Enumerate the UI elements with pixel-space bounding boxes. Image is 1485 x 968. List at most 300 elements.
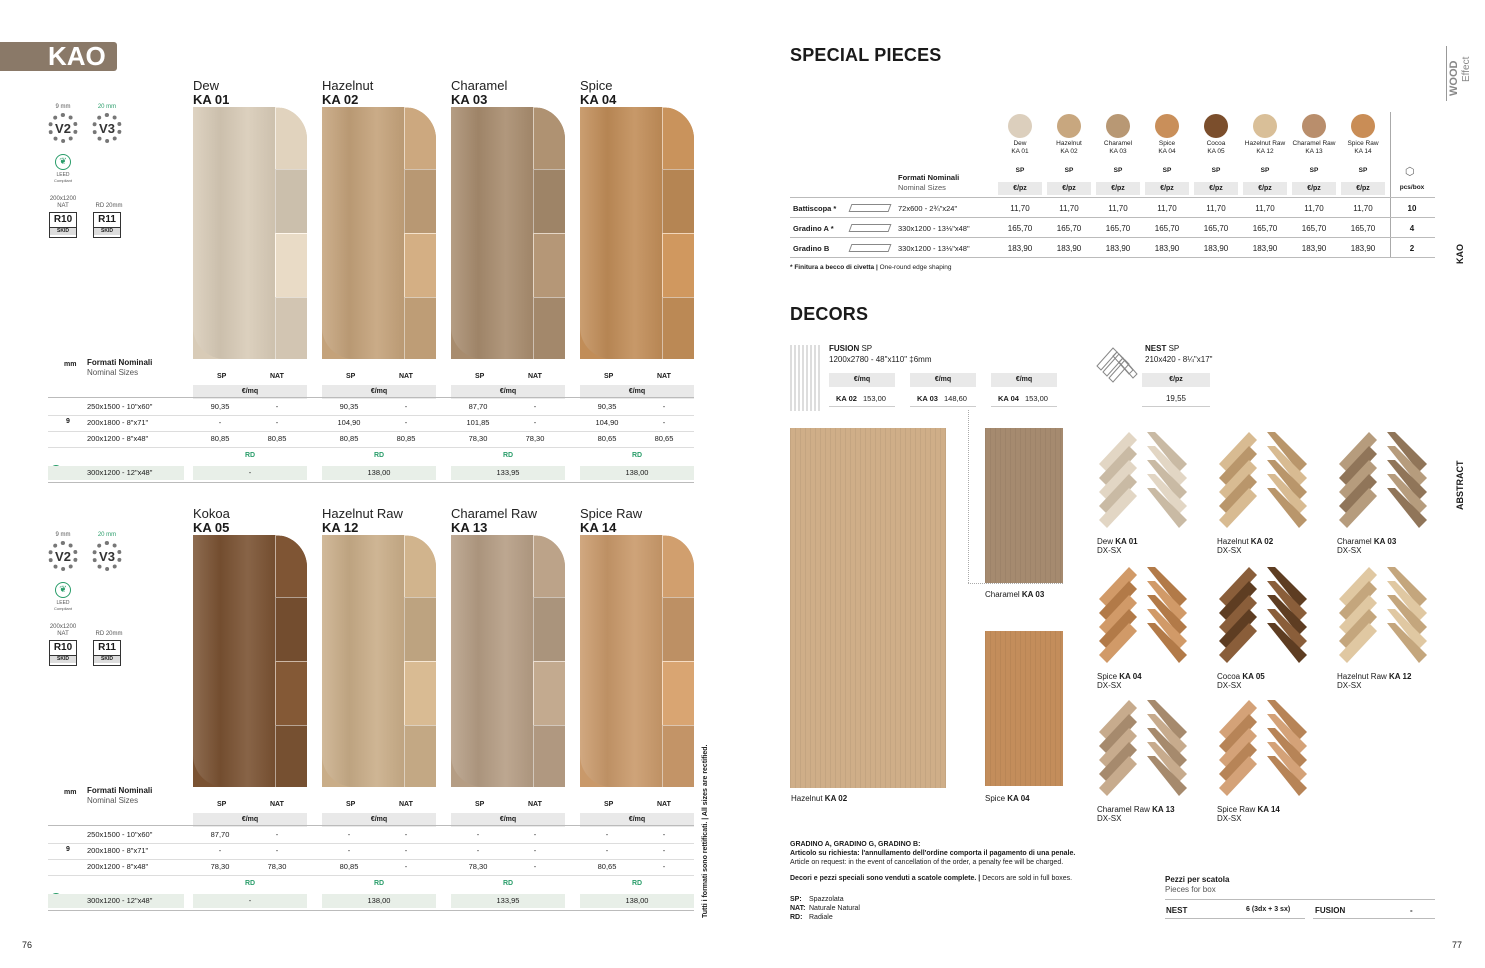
nest-item-sub: DX-SX [1217,546,1242,555]
color-name: Spice Raw [1347,140,1379,147]
product-swatch [580,107,694,359]
legend-value: Spazzolata [809,896,844,903]
swatch-plank [275,597,307,661]
swatch-main-plank [451,107,533,359]
formats-sub: Nominal Sizes [87,796,139,805]
nest-label [1217,805,1280,814]
pieces-label: Pezzi per scatola [1165,875,1230,884]
rd-header: RD [503,452,514,459]
price-sp: 90,35 [597,402,617,411]
unit-band: €/pz [1243,182,1287,195]
swatch-plank [533,233,565,297]
price-sp: - [476,846,480,855]
special-price: 183,90 [1154,244,1180,253]
price-nat: - [662,846,666,855]
size-label: 200x1200 - 8"x48" [87,862,149,871]
nest-item-name: Dew [1097,537,1116,546]
special-pieces-title: SPECIAL PIECES [790,45,942,65]
nest-name: NEST [1145,344,1167,353]
sp-header: SP [604,373,614,380]
thickness-9: 9 [66,846,70,853]
product-name: Kokoa [193,506,230,521]
size-label: 250x1500 - 10"x60" [87,830,153,839]
nest-outline-icon [1095,344,1139,390]
swatch-plank [533,597,565,661]
nest-heading [1145,344,1179,353]
product-code: KA 03 [451,92,488,107]
price-nat: - [404,862,408,871]
price-sp: 80,85 [210,434,230,443]
nest-size: 210x420 - 8¼"x17" [1145,355,1213,364]
fusion-sp: SP [859,344,873,353]
r10-badge [49,640,77,666]
side-tab-effect: Effect [1461,56,1472,82]
fusion-code: KA 03 [917,394,938,403]
nat-header: NAT [270,801,284,808]
sp-header: SP [475,373,485,380]
color-name: Cocoa [1206,140,1226,147]
nat-header: NAT [528,801,542,808]
price-sp: 104,90 [337,418,361,427]
sp-formats-label: Formati Nominali [898,173,960,182]
leed-sub: Compliant [53,606,72,611]
swatch-plank [275,233,307,297]
page-number-right: 77 [1452,940,1463,950]
color-code: KA 01 [1011,148,1029,155]
legend-value: Naturale Natural [809,905,860,912]
nest-item-name: Charamel [1337,537,1374,546]
special-price: 11,70 [1304,204,1324,213]
v3-label: V3 [99,120,115,136]
legend-key: SP: [790,896,802,903]
v3-mm: 20 mm [97,104,117,110]
nat-header: NAT [528,373,542,380]
color-chip [1204,114,1228,138]
table-rule-bottom [48,910,694,911]
product-code: KA 05 [193,520,230,535]
price-rd: 133,95 [451,466,565,480]
pieces-sub: Pieces for box [1165,885,1216,894]
price-nat: - [662,418,666,427]
fusion-price: 153,00 [863,394,886,403]
price-nat: - [404,846,408,855]
special-price: 11,70 [1010,204,1030,213]
color-name: Dew [1013,140,1027,147]
price-sp: 80,65 [597,434,617,443]
price-nat: 80,85 [267,434,287,443]
panel-name: Spice [985,794,1008,803]
sp-formats-sub: Nominal Sizes [898,183,946,192]
mm-icon: mm [64,361,77,368]
price-nat: - [533,846,537,855]
fusion-rule [829,406,895,407]
unit-band: €/pz [998,182,1042,195]
swatch-plank [404,233,436,297]
special-row-name: Battiscopa * [793,204,837,213]
price-sp: 90,35 [339,402,359,411]
product-name: Spice [580,78,613,93]
fusion-panel-label [985,590,1044,599]
special-price: 183,90 [1301,244,1327,253]
price-sp: - [347,846,351,855]
nest-label [1337,672,1411,681]
rd-header: RD [374,452,385,459]
color-name: Spice [1158,140,1176,147]
special-row-size: 330x1200 - 13⅛"x48" [898,224,970,233]
v2-icon [48,113,78,143]
sp-label: SP [1211,167,1221,174]
unit-band: €/pz [1292,182,1336,195]
price-sp: 104,90 [595,418,619,427]
fusion-unit: €/mq [910,373,976,387]
product-name: Hazelnut [322,78,374,93]
price-rd: 133,95 [451,894,565,908]
table-row-rule [48,859,694,860]
price-rd: 138,00 [580,466,694,480]
swatch-plank [404,169,436,233]
r11-badge [93,640,121,666]
swatch-plank [533,169,565,233]
panel-name: Charamel [985,590,1022,599]
special-row-rule [790,217,1435,218]
page-number-left: 76 [22,940,33,950]
r11-top: RD 20mm [95,631,123,637]
legend-key: NAT: [790,905,806,912]
nest-item-code: KA 13 [1152,805,1175,814]
nest-chevron-swatch [1097,430,1189,538]
product-code: KA 04 [580,92,617,107]
panel-code: KA 04 [1007,794,1030,803]
color-code: KA 14 [1354,148,1372,155]
color-name: Charamel Raw [1292,140,1336,147]
special-price: 183,90 [1350,244,1376,253]
nat-header: NAT [399,801,413,808]
unit-band: €/pz [1341,182,1385,195]
nest-chevron-swatch [1097,565,1189,673]
v3-mm: 20 mm [97,532,117,538]
nest-price-rule [1142,406,1210,407]
sp-label: SP [1162,167,1172,174]
swatch-plank [662,725,694,787]
price-nat: - [404,830,408,839]
special-row-rule [790,237,1435,238]
v3-label: V3 [99,548,115,564]
decor-box-note [790,874,1072,883]
leed-label: LEED [56,600,70,606]
nest-item-sub: DX-SX [1097,546,1122,555]
swatch-plank [404,297,436,359]
special-row-size: 330x1200 - 13⅛"x48" [898,244,970,253]
sp-header: SP [604,801,614,808]
table-row-rule [48,843,694,844]
nest-sp: SP [1166,344,1180,353]
special-footnote [790,264,952,271]
color-chip [1253,114,1277,138]
table-row-rule [48,431,694,432]
nest-item-code: KA 01 [1115,537,1138,546]
fusion-heading [829,344,872,353]
nest-chevron-swatch [1097,698,1189,806]
r11-label: R11 [98,642,116,653]
sp-label: SP [1309,167,1319,174]
special-row-pcs: 10 [1407,204,1417,213]
price-nat: - [275,846,279,855]
swatch-plank [533,725,565,787]
special-price: 11,70 [1353,204,1373,213]
pieces-fusion: FUSION [1315,906,1346,915]
v2-label: V2 [55,548,71,564]
price-sp: 78,30 [468,434,488,443]
size-label: 200x1800 - 8"x71" [87,418,149,427]
nest-item-code: KA 14 [1257,805,1280,814]
brand-tab: KAO [0,42,117,71]
unit-band: €/pz [1194,182,1238,195]
table-row-rule [48,415,694,416]
nest-item-code: KA 02 [1250,537,1274,546]
v3-icon [92,541,122,571]
swatch-plank [662,169,694,233]
decors-title: DECORS [790,304,869,324]
v2-icon [48,541,78,571]
nest-item-sub: DX-SX [1097,814,1122,823]
price-nat: 80,85 [396,434,416,443]
special-price: 11,70 [1059,204,1079,213]
price-sp: - [605,846,609,855]
nest-label [1097,537,1138,546]
nat-header: NAT [399,373,413,380]
panel-code: KA 02 [824,794,848,803]
footnote-text: One-round edge shaping [877,264,952,271]
price-sp: 101,85 [466,418,490,427]
color-code: KA 12 [1256,148,1274,155]
r10-top: 200x1200 [49,624,77,630]
price-sp: 78,30 [468,862,488,871]
price-sp: - [605,830,609,839]
fusion-panel-label [985,794,1030,803]
nest-item-sub: DX-SX [1217,814,1242,823]
special-price: 165,70 [1056,224,1082,233]
rd-size-label: 300x1200 - 12"x48" [48,894,184,908]
nest-item-sub: DX-SX [1337,681,1362,690]
price-sp: 80,65 [597,862,617,871]
swatch-main-plank [451,535,533,787]
swatch-main-plank [580,535,662,787]
swatch-plank [404,535,436,597]
leed-sub: Compliant [53,178,72,183]
nest-label [1097,672,1142,681]
sp-header: SP [346,373,356,380]
sp-header: SP [475,801,485,808]
sp-label: SP [1260,167,1270,174]
price-nat: - [275,830,279,839]
color-name: Hazelnut [1056,140,1082,147]
special-row-rule [790,197,1435,198]
swatch-plank [275,725,307,787]
swatch-plank [275,297,307,359]
swatch-plank [533,107,565,169]
price-nat: - [533,830,537,839]
price-nat: - [275,402,279,411]
swatch-main-plank [193,107,275,359]
pcs-box-label: pcs/box [1399,184,1425,191]
nat-header: NAT [657,801,671,808]
nest-item-sub: DX-SX [1097,681,1122,690]
size-label: 200x1200 - 8"x48" [87,434,149,443]
nest-item-code: KA 03 [1373,537,1397,546]
nest-chevron-swatch [1217,698,1309,806]
leed-icon: ❦ [55,582,71,598]
color-chip [1155,114,1179,138]
price-sp: 90,35 [210,402,230,411]
fusion-unit: €/mq [829,373,895,387]
special-price: 165,70 [1007,224,1033,233]
nat-header: NAT [270,373,284,380]
sp-label: SP [1113,167,1123,174]
side-tab-abstract: ABSTRACT [1455,460,1465,510]
product-swatch [193,535,307,787]
price-rd: 138,00 [322,894,436,908]
special-row-name: Gradino B [793,244,830,253]
swatch-plank [662,107,694,169]
r11-sub: SKID [94,227,120,235]
swatch-main-plank [580,107,662,359]
table-row-rule [48,447,694,448]
swatch-plank [533,297,565,359]
special-price: 11,70 [1255,204,1275,213]
v2-mm: 9 mm [55,104,71,110]
price-unit-band: €/mq [193,813,307,827]
special-row-name: Gradino A * [793,224,834,233]
product-code: KA 01 [193,92,230,107]
notes-en: Article on request: in the event of cancellation of the order, a penalty fee will be charged. [790,859,1064,866]
price-sp: 80,85 [339,862,359,871]
product-name: Dew [193,78,220,93]
sp-header: SP [217,801,227,808]
product-code: KA 02 [322,92,359,107]
formats-sub: Nominal Sizes [87,368,139,377]
price-sp: 87,70 [210,830,230,839]
fusion-price: 148,60 [944,394,967,403]
table-rule-bottom [48,482,694,483]
special-price: 183,90 [1105,244,1131,253]
price-sp: 80,85 [339,434,359,443]
footnote-bold: * Finitura a becco di civetta | [790,264,878,271]
table-row-rule [48,875,694,876]
spec-icons-bottom [48,532,128,672]
fusion-price: 153,00 [1025,394,1048,403]
nest-item-sub: DX-SX [1217,681,1242,690]
table-rule-top [48,397,694,398]
nest-item-sub: DX-SX [1337,546,1362,555]
price-sp: - [218,418,222,427]
fusion-panel [985,631,1063,786]
r11-sub: SKID [94,655,120,663]
price-nat: - [404,402,408,411]
swatch-plank [404,725,436,787]
product-swatch [451,535,565,787]
special-price: 165,70 [1105,224,1131,233]
pieces-fusion-value: - [1410,906,1413,915]
color-chip [1008,114,1032,138]
price-unit-band: €/mq [580,385,694,399]
nest-price: 19,55 [1165,394,1187,403]
price-nat: - [662,830,666,839]
color-code: KA 05 [1207,148,1225,155]
r10-badge [49,212,77,238]
price-unit-band: €/mq [322,385,436,399]
special-price: 165,70 [1350,224,1376,233]
nest-item-code: KA 12 [1389,672,1412,681]
size-label: 250x1500 - 10"x60" [87,402,153,411]
rd-header: RD [245,452,256,459]
panel-name: Hazelnut [791,794,825,803]
r10-label: R10 [53,214,73,225]
swatch-main-plank [322,107,404,359]
swatch-plank [662,535,694,597]
pieces-nest: NEST [1166,906,1188,915]
price-sp: - [347,830,351,839]
r11-top: RD 20mm [95,203,123,209]
product-swatch [322,107,436,359]
piece-shape-icon [849,204,892,212]
swatch-plank [662,297,694,359]
legend-value: Radiale [809,914,833,921]
mm-icon: mm [64,789,77,796]
price-unit-band: €/mq [451,385,565,399]
special-price: 165,70 [1203,224,1229,233]
price-nat: - [404,418,408,427]
fusion-thumbnail [790,345,820,411]
color-name: Charamel [1103,140,1133,147]
price-unit-band: €/mq [322,813,436,827]
notes-it: Articolo su richiesta: l'annullamento dell'ordine comporta il pagamento di una penale. [790,850,1076,857]
pieces-bottom-rule-2 [1313,918,1435,919]
rd-header: RD [632,880,643,887]
special-price: 11,70 [1108,204,1128,213]
pieces-bottom-rule-1 [1165,918,1305,919]
price-sp: 87,70 [468,402,488,411]
fusion-dotted-rule [968,583,1063,584]
sp-label: SP [1064,167,1074,174]
price-nat: 80,65 [654,434,674,443]
price-rd: 138,00 [580,894,694,908]
unit-band: €/pz [1047,182,1091,195]
sp-header: SP [217,373,227,380]
special-price: 183,90 [1252,244,1278,253]
fusion-unit: €/mq [991,373,1057,387]
r10-label: R10 [53,642,73,653]
color-code: KA 03 [1109,148,1127,155]
v2-mm: 9 mm [55,532,71,538]
nest-chevron-swatch [1217,430,1309,538]
table-rule-top [48,825,694,826]
swatch-plank [275,107,307,169]
nest-label [1217,672,1265,681]
price-unit-band: €/mq [451,813,565,827]
price-nat: - [533,862,537,871]
thickness-9: 9 [66,418,70,425]
nest-item-code: KA 05 [1242,672,1265,681]
order-notes [790,840,1110,867]
price-unit-band: €/mq [580,813,694,827]
r11-label: R11 [98,214,116,225]
special-price: 183,90 [1056,244,1082,253]
special-price: 11,70 [1157,204,1177,213]
swatch-plank [404,597,436,661]
piece-shape-icon [849,244,892,252]
spec-icons-top [48,104,128,244]
unit-band: €/pz [1096,182,1140,195]
